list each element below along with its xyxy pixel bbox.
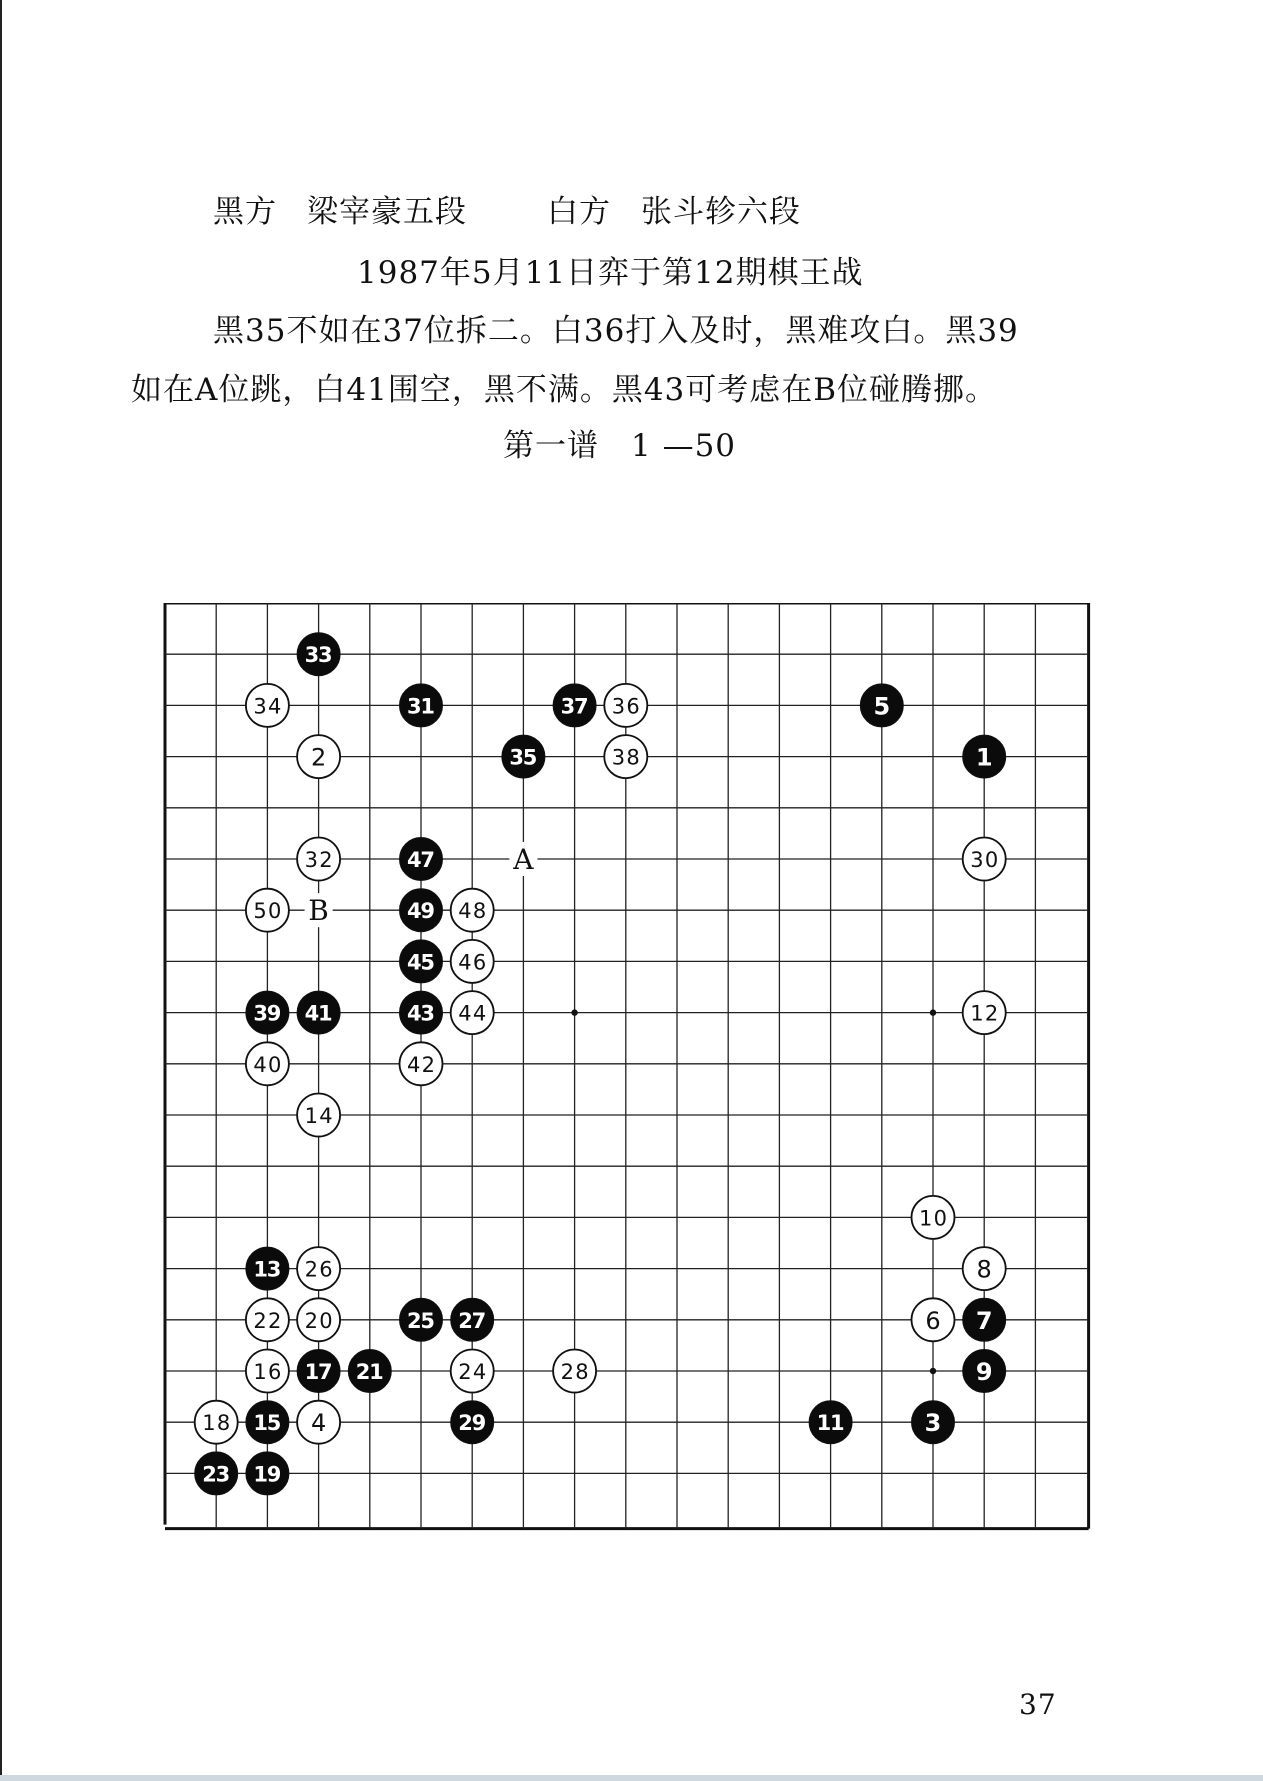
stone-move-number: 6 bbox=[925, 1306, 941, 1335]
stone-move-number: 39 bbox=[253, 1001, 282, 1026]
stone-move-number: 22 bbox=[253, 1308, 282, 1333]
stone-move-number: 35 bbox=[509, 745, 538, 770]
stone-move-number: 1 bbox=[975, 743, 993, 772]
go-board-diagram bbox=[160, 603, 1100, 1539]
stone-move-number: 48 bbox=[458, 899, 487, 924]
stone-move-number: 13 bbox=[253, 1257, 282, 1282]
stone-move-number: 3 bbox=[924, 1409, 942, 1438]
stone-move-number: 30 bbox=[970, 848, 999, 872]
stone-move-number: 5 bbox=[873, 692, 891, 721]
viewer-bottom-strip bbox=[0, 1775, 1263, 1781]
page-number: 37 bbox=[1019, 1688, 1057, 1721]
commentary-line-2: 如在A位跳，白41围空，黑不满。黑43可考虑在B位碰腾挪。 bbox=[131, 372, 998, 408]
star-point bbox=[930, 1368, 936, 1374]
stone-move-number: 29 bbox=[458, 1411, 487, 1436]
stone-move-number: 32 bbox=[304, 848, 333, 872]
stone-move-number: 11 bbox=[816, 1411, 845, 1436]
stone-move-number: 46 bbox=[458, 950, 487, 975]
black-label: 黑方 bbox=[213, 194, 277, 230]
stone-move-number: 16 bbox=[253, 1360, 282, 1384]
stone-move-number: 4 bbox=[310, 1409, 327, 1438]
stone-move-number: 19 bbox=[253, 1462, 282, 1487]
white-label: 白方 bbox=[547, 194, 611, 230]
black-player: 梁宰豪五段 bbox=[307, 194, 467, 230]
stone-move-number: 44 bbox=[458, 1001, 487, 1026]
stone-move-number: 21 bbox=[355, 1360, 384, 1384]
stone-move-number: 34 bbox=[253, 694, 282, 719]
stone-move-number: 36 bbox=[611, 694, 640, 719]
stone-move-number: 25 bbox=[407, 1308, 435, 1333]
stone-move-number: 45 bbox=[407, 950, 435, 975]
stone-move-number: 42 bbox=[407, 1052, 435, 1077]
stone-move-number: 49 bbox=[407, 899, 435, 924]
stone-move-number: 40 bbox=[253, 1052, 282, 1077]
stone-move-number: 41 bbox=[304, 1001, 333, 1026]
stone-move-number: 14 bbox=[304, 1104, 333, 1128]
stone-move-number: 43 bbox=[407, 1001, 435, 1026]
stone-move-number: 38 bbox=[611, 745, 640, 770]
stone-move-number: 50 bbox=[253, 899, 282, 924]
stone-move-number: 20 bbox=[304, 1308, 333, 1333]
star-point bbox=[571, 1009, 577, 1015]
stone-move-number: 47 bbox=[407, 848, 435, 872]
stone-move-number: 37 bbox=[560, 694, 589, 719]
stone-move-number: 7 bbox=[975, 1306, 993, 1335]
diagram-title: 第一谱 1 —50 bbox=[503, 428, 737, 464]
stone-move-number: 8 bbox=[976, 1255, 992, 1284]
stone-move-number: 33 bbox=[304, 643, 333, 668]
stone-move-number: 17 bbox=[304, 1360, 333, 1384]
stone-move-number: 31 bbox=[407, 694, 435, 719]
star-point bbox=[930, 1009, 936, 1015]
stone-move-number: 27 bbox=[458, 1308, 487, 1333]
date-event-line: 1987年5月11日弈于第12期棋王战 bbox=[357, 255, 864, 291]
stone-move-number: 24 bbox=[458, 1360, 487, 1384]
position-marker-b: B bbox=[308, 894, 329, 928]
stone-move-number: 23 bbox=[202, 1462, 231, 1487]
stone-move-number: 26 bbox=[304, 1257, 333, 1282]
stone-move-number: 12 bbox=[970, 1001, 999, 1026]
stone-move-number: 10 bbox=[919, 1206, 947, 1231]
stone-move-number: 18 bbox=[202, 1411, 231, 1436]
stone-move-number: 2 bbox=[310, 743, 327, 772]
commentary-line-1: 黑35不如在37位拆二。白36打入及时，黑难攻白。黑39 bbox=[213, 313, 1019, 349]
stone-move-number: 15 bbox=[253, 1411, 282, 1436]
stone-move-number: 9 bbox=[975, 1358, 993, 1386]
players-line bbox=[213, 186, 801, 231]
position-marker-a: A bbox=[513, 843, 534, 876]
white-player: 张斗轸六段 bbox=[641, 194, 801, 230]
stone-move-number: 28 bbox=[560, 1360, 589, 1384]
